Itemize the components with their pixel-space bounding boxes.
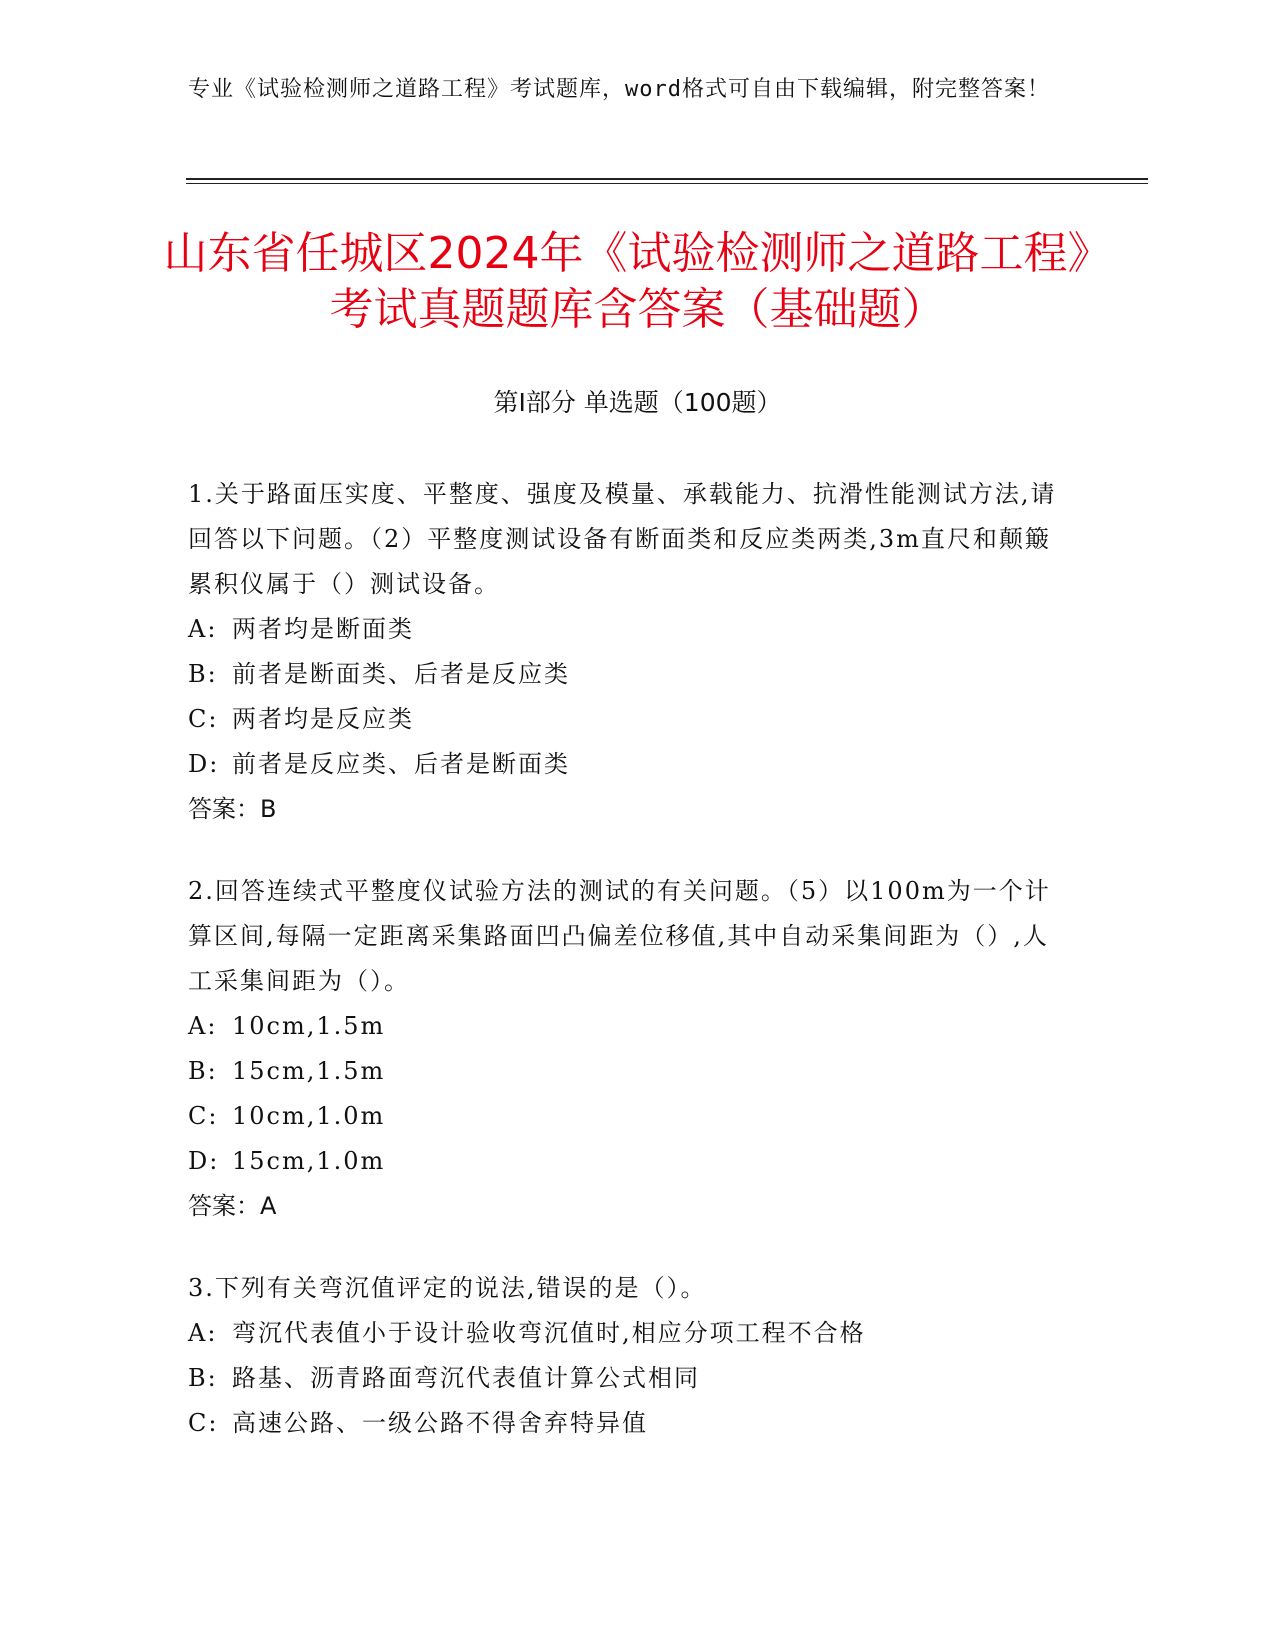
question-1: [188, 472, 1068, 832]
option-c: [188, 1094, 1068, 1139]
header-rule-thick: [186, 178, 1148, 180]
option-label: A:: [188, 1012, 218, 1040]
option-text: 弯沉代表值小于设计验收弯沉值时,相应分项工程不合格: [232, 1319, 866, 1347]
option-label: C:: [188, 705, 219, 733]
option-b: [188, 1356, 1068, 1401]
option-c: [188, 1401, 1068, 1446]
option-text: 前者是反应类、后者是断面类: [232, 750, 570, 778]
option-a: [188, 1311, 1068, 1356]
option-text: 10cm,1.0m: [232, 1102, 386, 1130]
answer: 答案：B: [188, 795, 277, 823]
option-label: B:: [188, 1364, 218, 1392]
option-label: C:: [188, 1409, 219, 1437]
question-stem: 2.回答连续式平整度仪试验方法的测试的有关问题。（5）以100m为一个计算区间,每隔一定距离采集路面凹凸偏差位移值,其中自动采集间距为（）,人工采集间距为（）。: [188, 877, 1051, 995]
option-d: [188, 742, 1068, 787]
option-label: B:: [188, 1057, 218, 1085]
option-text: 路基、沥青路面弯沉代表值计算公式相同: [232, 1364, 700, 1392]
option-label: C:: [188, 1102, 219, 1130]
answer: 答案：A: [188, 1192, 277, 1220]
option-b: [188, 1049, 1068, 1094]
option-label: D:: [188, 1147, 220, 1175]
option-d: [188, 1139, 1068, 1184]
document-title: 山东省任城区2024年《试验检测师之道路工程》考试真题题库含答案（基础题）: [163, 228, 1112, 335]
question-2: [188, 869, 1068, 1229]
option-text: 15cm,1.5m: [232, 1057, 386, 1085]
option-text: 高速公路、一级公路不得舍弃特异值: [232, 1409, 648, 1437]
question-stem: 1.关于路面压实度、平整度、强度及模量、承载能力、抗滑性能测试方法,请回答以下问题。（2）平整度测试设备有断面类和反应类两类,3m直尺和颠簸累积仪属于（）测试设备。: [188, 480, 1057, 598]
option-b: [188, 652, 1068, 697]
option-label: A:: [188, 1319, 218, 1347]
option-text: 两者均是断面类: [232, 615, 414, 643]
option-label: B:: [188, 660, 218, 688]
option-text: 前者是断面类、后者是反应类: [232, 660, 570, 688]
header-note: 专业《试验检测师之道路工程》考试题库，word格式可自由下载编辑，附完整答案！: [188, 77, 1050, 102]
option-a: [188, 1004, 1068, 1049]
option-label: D:: [188, 750, 220, 778]
option-text: 10cm,1.5m: [232, 1012, 386, 1040]
question-list: [188, 472, 1068, 1483]
header-rule-thin: [186, 183, 1148, 184]
section-title: 第I部分 单选题（100题）: [493, 388, 782, 417]
option-text: 15cm,1.0m: [232, 1147, 386, 1175]
question-3: [188, 1266, 1068, 1446]
option-c: [188, 697, 1068, 742]
option-a: [188, 607, 1068, 652]
option-label: A:: [188, 615, 218, 643]
option-text: 两者均是反应类: [232, 705, 414, 733]
question-stem: 3.下列有关弯沉值评定的说法,错误的是（）。: [188, 1274, 707, 1302]
